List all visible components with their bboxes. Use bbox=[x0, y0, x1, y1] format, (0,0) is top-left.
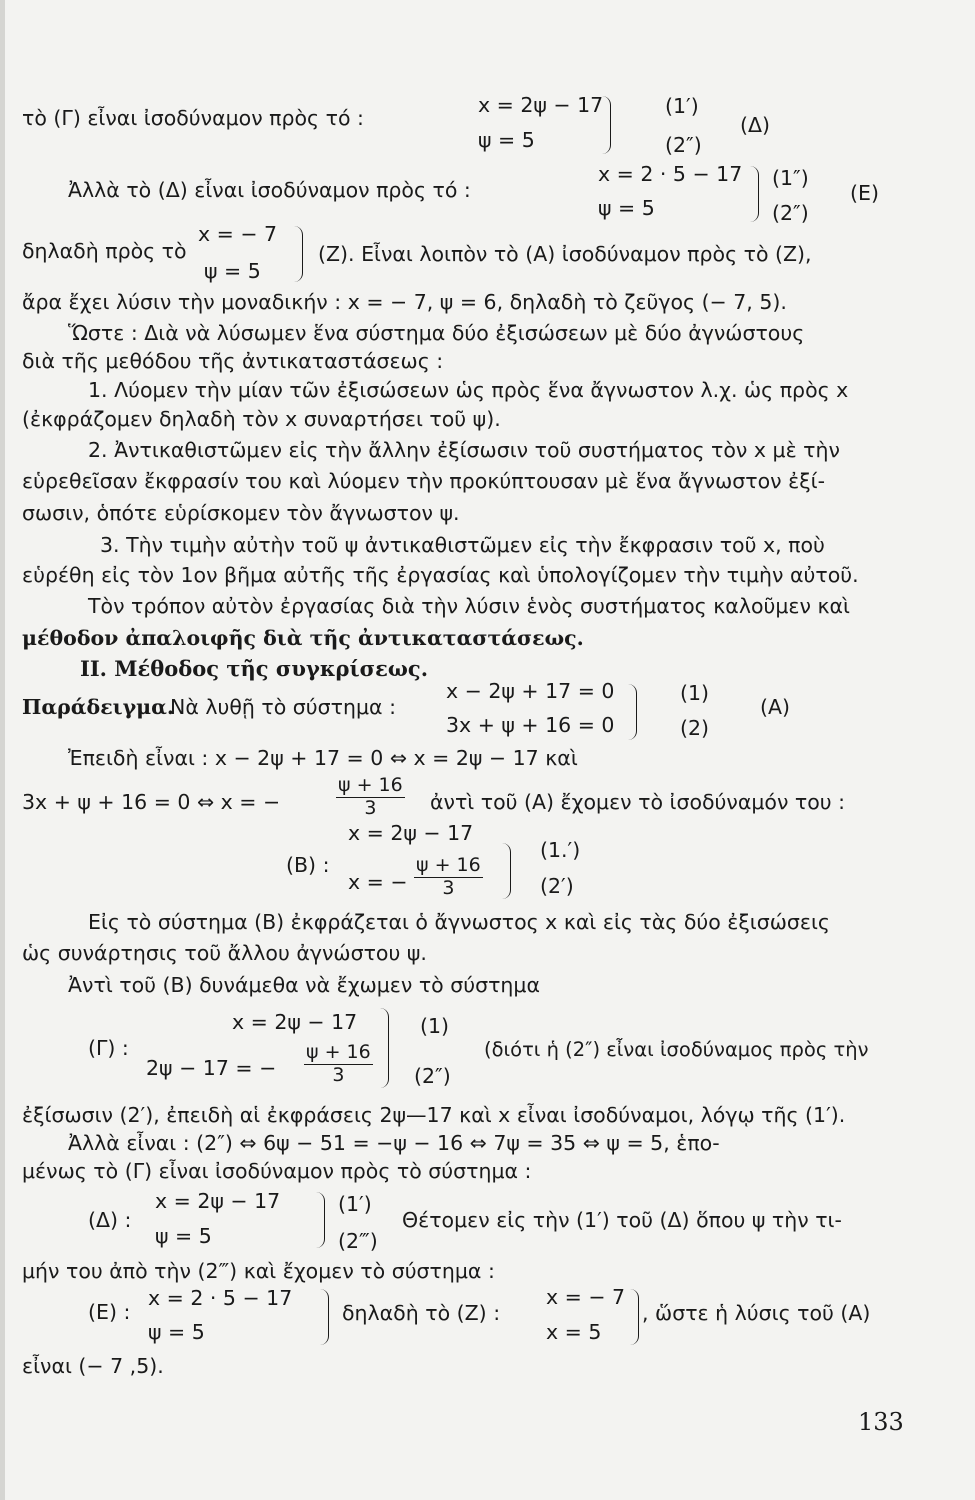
system-label: (Δ) : bbox=[88, 1208, 132, 1232]
right-brace bbox=[292, 226, 303, 282]
equation: x = 2ψ − 17 bbox=[478, 93, 604, 117]
equation: x = − 7 bbox=[546, 1285, 626, 1309]
equation-tag: (1′) bbox=[665, 94, 699, 118]
fraction-numerator: ψ + 16 bbox=[306, 1041, 371, 1063]
equation: x = 2ψ − 17 bbox=[232, 1010, 358, 1034]
text-line: (ἐκφράζομεν δηλαδὴ τὸν x συναρτήσει τοῦ ψ). bbox=[22, 407, 501, 431]
right-brace bbox=[628, 1289, 639, 1345]
right-brace bbox=[600, 96, 611, 154]
right-brace bbox=[314, 1192, 325, 1248]
fraction-denominator: 3 bbox=[332, 1063, 345, 1086]
fraction-denominator: 3 bbox=[364, 796, 377, 819]
text-line: ἀντὶ τοῦ (Α) ἔχομεν τὸ ἰσοδύναμόν του : bbox=[430, 790, 846, 814]
equation: x − 2ψ + 17 = 0 bbox=[446, 679, 615, 703]
text-line: εἶναι (− 7 ,5). bbox=[22, 1354, 164, 1378]
equation-tag: (2″) bbox=[414, 1064, 451, 1088]
equation: x = 2ψ − 17 bbox=[348, 821, 474, 845]
right-brace bbox=[500, 843, 511, 899]
equation: ψ = 5 bbox=[478, 128, 535, 152]
equation-tag: (1″) bbox=[772, 166, 809, 190]
text-line: 2. Ἀντικαθιστῶμεν εἰς τὴν ἄλλην ἐξίσωσιν τοῦ συστήματος τὸν x μὲ τὴν bbox=[88, 438, 840, 462]
page-number: 133 bbox=[858, 1408, 904, 1436]
equation-tag: (1) bbox=[420, 1014, 450, 1038]
text-line: τὸ (Γ) εἶναι ἰσοδύναμον πρὸς τό : bbox=[22, 106, 364, 130]
equation: x = 2 · 5 − 17 bbox=[598, 162, 743, 186]
example-label: Παράδειγμα. bbox=[22, 695, 175, 719]
text-line: Ὥστε : Διὰ νὰ λύσωμεν ἕνα σύστημα δύο ἐξισώσεων μὲ δύο ἀγνώστους bbox=[68, 321, 805, 345]
fraction bbox=[336, 776, 405, 819]
text-line: εὑρέθη εἰς τὸν 1ον βῆμα αὐτῆς τῆς ἐργασίας καὶ ὑπολογίζομεν τὴν τιμὴν αὐτοῦ. bbox=[22, 563, 859, 587]
text-line: 1. Λύομεν τὴν μίαν τῶν ἐξισώσεων ὡς πρὸς ἕνα ἄγνωστον λ.χ. ὡς πρὸς x bbox=[88, 378, 849, 402]
text-line: Ἀντὶ τοῦ (Β) δυνάμεθα νὰ ἔχωμεν τὸ σύστημα bbox=[68, 973, 540, 997]
text-line: δηλαδὴ τὸ (Ζ) : bbox=[342, 1301, 501, 1325]
right-brace bbox=[378, 1008, 389, 1088]
equation: x = − 7 bbox=[198, 222, 278, 246]
equation: ψ = 5 bbox=[148, 1320, 205, 1344]
equation: x = − bbox=[348, 870, 408, 894]
equation-tag: (2′) bbox=[540, 874, 574, 898]
text-line: μήν του ἀπὸ τὴν (2‴) καὶ ἔχομεν τὸ σύστημα : bbox=[22, 1259, 495, 1283]
text-line: Ἐπειδὴ εἶναι : x − 2ψ + 17 = 0 ⇔ x = 2ψ − 17 καὶ bbox=[68, 746, 578, 770]
page-edge-shadow bbox=[0, 0, 5, 1500]
text-line: (Ζ). Εἶναι λοιπὸν τὸ (Α) ἰσοδύναμον πρὸς τὸ (Ζ), bbox=[318, 242, 812, 266]
text-line: ἄρα ἔχει λύσιν τὴν μοναδικήν : x = − 7, ψ = 6, δηλαδὴ τὸ ζεῦγος (− 7, 5). bbox=[22, 290, 787, 314]
equation-tag: (1) bbox=[680, 681, 710, 705]
text-line: ὡς συνάρτησις τοῦ ἄλλου ἀγνώστου ψ. bbox=[22, 941, 427, 965]
equation: ψ = 5 bbox=[155, 1224, 212, 1248]
system-label: (Γ) : bbox=[88, 1036, 129, 1060]
equation: ψ = 5 bbox=[204, 259, 261, 283]
equation: 3x + ψ + 16 = 0 ⇔ x = − bbox=[22, 790, 281, 814]
text-line: μένως τὸ (Γ) εἶναι ἰσοδύναμον πρὸς τὸ σύστημα : bbox=[22, 1159, 532, 1183]
equation-tag: (2) bbox=[680, 716, 710, 740]
text-line: Νὰ λυθῇ τὸ σύστημα : bbox=[170, 695, 396, 719]
equation-tag: (2‴) bbox=[338, 1229, 378, 1253]
equation-tag: (1.′) bbox=[540, 838, 581, 862]
text-line: διὰ τῆς μεθόδου τῆς ἀντικαταστάσεως : bbox=[22, 349, 444, 373]
text-line: δηλαδὴ πρὸς τὸ bbox=[22, 239, 187, 263]
right-brace bbox=[626, 684, 637, 740]
system-label: (Ε) bbox=[850, 181, 879, 205]
equation-tag: (2″) bbox=[772, 201, 809, 225]
right-brace bbox=[748, 166, 759, 222]
equation-tag: (2″) bbox=[665, 133, 702, 157]
fraction-numerator: ψ + 16 bbox=[416, 854, 481, 876]
equation: x = 5 bbox=[546, 1320, 602, 1344]
equation-tag: (1′) bbox=[338, 1192, 372, 1216]
fraction-denominator: 3 bbox=[442, 876, 455, 899]
right-brace bbox=[318, 1289, 329, 1345]
text-line: σωσιν, ὁπότε εὑρίσκομεν τὸν ἄγνωστον ψ. bbox=[22, 501, 460, 525]
fraction bbox=[414, 856, 483, 899]
system-label: (Β) : bbox=[286, 853, 330, 877]
text-line: Ἀλλὰ τὸ (Δ) εἶναι ἰσοδύναμον πρὸς τό : bbox=[68, 178, 471, 202]
text-line: Εἰς τὸ σύστημα (Β) ἐκφράζεται ὁ ἄγνωστος x καὶ εἰς τὰς δύο ἐξισώσεις bbox=[88, 910, 830, 934]
section-heading: ΙΙ. Μέθοδος τῆς συγκρίσεως. bbox=[80, 656, 429, 681]
equation: 2ψ − 17 = − bbox=[146, 1056, 277, 1080]
equation: x = 2 · 5 − 17 bbox=[148, 1286, 293, 1310]
text-line: 3. Τὴν τιμὴν αὐτὴν τοῦ ψ ἀντικαθιστῶμεν εἰς τὴν ἔκφρασιν τοῦ x, ποὺ bbox=[100, 533, 825, 557]
system-label: (Α) bbox=[760, 695, 791, 719]
text-line: , ὥστε ἡ λύσις τοῦ (Α) bbox=[642, 1301, 871, 1325]
text-line: ἐξίσωσιν (2′), ἐπειδὴ αἱ ἐκφράσεις 2ψ—17 καὶ x εἶναι ἰσοδύναμοι, λόγῳ τῆς (1′). bbox=[22, 1103, 846, 1127]
text-line: Ἀλλὰ εἶναι : (2″) ⇔ 6ψ − 51 = −ψ − 16 ⇔ 7ψ = 35 ⇔ ψ = 5, ἑπο- bbox=[68, 1131, 720, 1155]
equation: ψ = 5 bbox=[598, 196, 655, 220]
fraction-numerator: ψ + 16 bbox=[338, 774, 403, 796]
equation: x = 2ψ − 17 bbox=[155, 1189, 281, 1213]
system-label: (Δ) bbox=[740, 113, 771, 137]
system-label: (Ε) : bbox=[88, 1300, 131, 1324]
text-line: (διότι ἡ (2″) εἶναι ἰσοδύναμος πρὸς τὴν bbox=[484, 1038, 869, 1061]
equation: 3x + ψ + 16 = 0 bbox=[446, 713, 615, 737]
fraction bbox=[304, 1043, 373, 1086]
text-line: εὑρεθεῖσαν ἔκφρασίν του καὶ λύομεν τὴν προκύπτουσαν μὲ ἕνα ἄγνωστον ἐξί- bbox=[22, 469, 825, 493]
text-line: Θέτομεν εἰς τὴν (1′) τοῦ (Δ) ὅπου ψ τὴν τι- bbox=[402, 1208, 842, 1232]
bold-term: μέθοδον ἀπαλοιφῆς διὰ τῆς ἀντικαταστάσεως. bbox=[22, 626, 584, 650]
text-line: Τὸν τρόπον αὐτὸν ἐργασίας διὰ τὴν λύσιν ἑνὸς συστήματος καλοῦμεν καὶ bbox=[88, 594, 850, 618]
